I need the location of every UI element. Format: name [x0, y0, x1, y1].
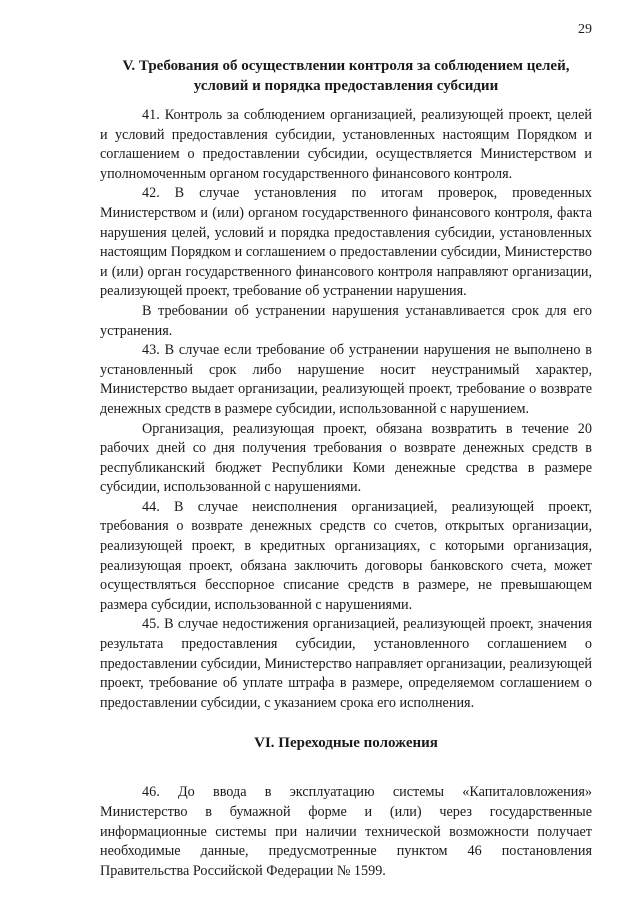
paragraph-44: 44. В случае неисполнения организацией, реализующей проект, требования о возврате денежных средств со счетов, открытых организации, реализующей проект, в кредитных организациях, с которыми организация, реализующая проект, обязана заключить договоры банковского счета, может осуществляться бесспорное списание средств в размере, не превышающем размера субсидии, использованной с нарушениями.	[100, 498, 592, 613]
paragraph-41: 41. Контроль за соблюдением организацией, реализующей проект, целей и условий предоставления субсидии, установленных настоящим Порядком и соглашением о предоставлении субсидии, осуществляется Министерством и уполномоченным органом государственного финансового контроля.	[100, 107, 592, 182]
paragraph-42: 42. В случае установления по итогам проверок, проведенных Министерством и (или) органом государственного финансового контроля, факта нарушения целей, условий и порядка предоставления субсидии, установленных настоящим Порядком и соглашением о предоставлении субсидии, Министерство и (или) орган государственного финансового контроля направляют организации, реализующей проект, требование об устранении нарушения.	[100, 185, 592, 300]
paragraph-45: 45. В случае недостижения организацией, реализующей проект, значения результата предоставления субсидии, установленного соглашением о предоставлении субсидии, Министерство направляет организации, реализующей проект, требование об уплате штрафа в размере, определяемом соглашением о предоставлении субсидии, с указанием срока его исполнения.	[100, 616, 592, 711]
section-v-title-line-2: условий и порядка предоставления субсидии	[193, 78, 499, 94]
paragraph-43-refund: Организация, реализующая проект, обязана возвратить в течение 20 рабочих дней со дня получения требования о возврате денежных средств в республиканский бюджет Республики Коми денежные средства в размере субсидии, использованной с нарушениями.	[100, 420, 592, 496]
page-number: 29	[578, 22, 592, 37]
section-v-heading	[100, 56, 592, 96]
section-vi-heading: VI. Переходные положения	[254, 735, 438, 752]
section-v-title-line-1: V. Требования об осуществлении контроля за соблюдением целей,	[122, 58, 570, 74]
document-body	[100, 56, 592, 881]
paragraph-46: 46. До ввода в эксплуатацию системы «Капиталовложения» Министерство в бумажной форме и (или) через государственные информационные системы при наличии технической возможности получает необходимые данные, предусмотренные пунктом 46 постановления Правительства Российской Федерации № 1599.	[100, 784, 592, 879]
paragraph-43: 43. В случае если требование об устранении нарушения не выполнено в установленный срок либо нарушение носит неустранимый характер, Министерство выдает организации, реализующей проект, требование о возврате денежных средств в размере субсидии, использованной с нарушением.	[100, 342, 592, 417]
paragraph-42-deadline: В требовании об устранении нарушения устанавливается срок для его устранения.	[100, 302, 592, 339]
